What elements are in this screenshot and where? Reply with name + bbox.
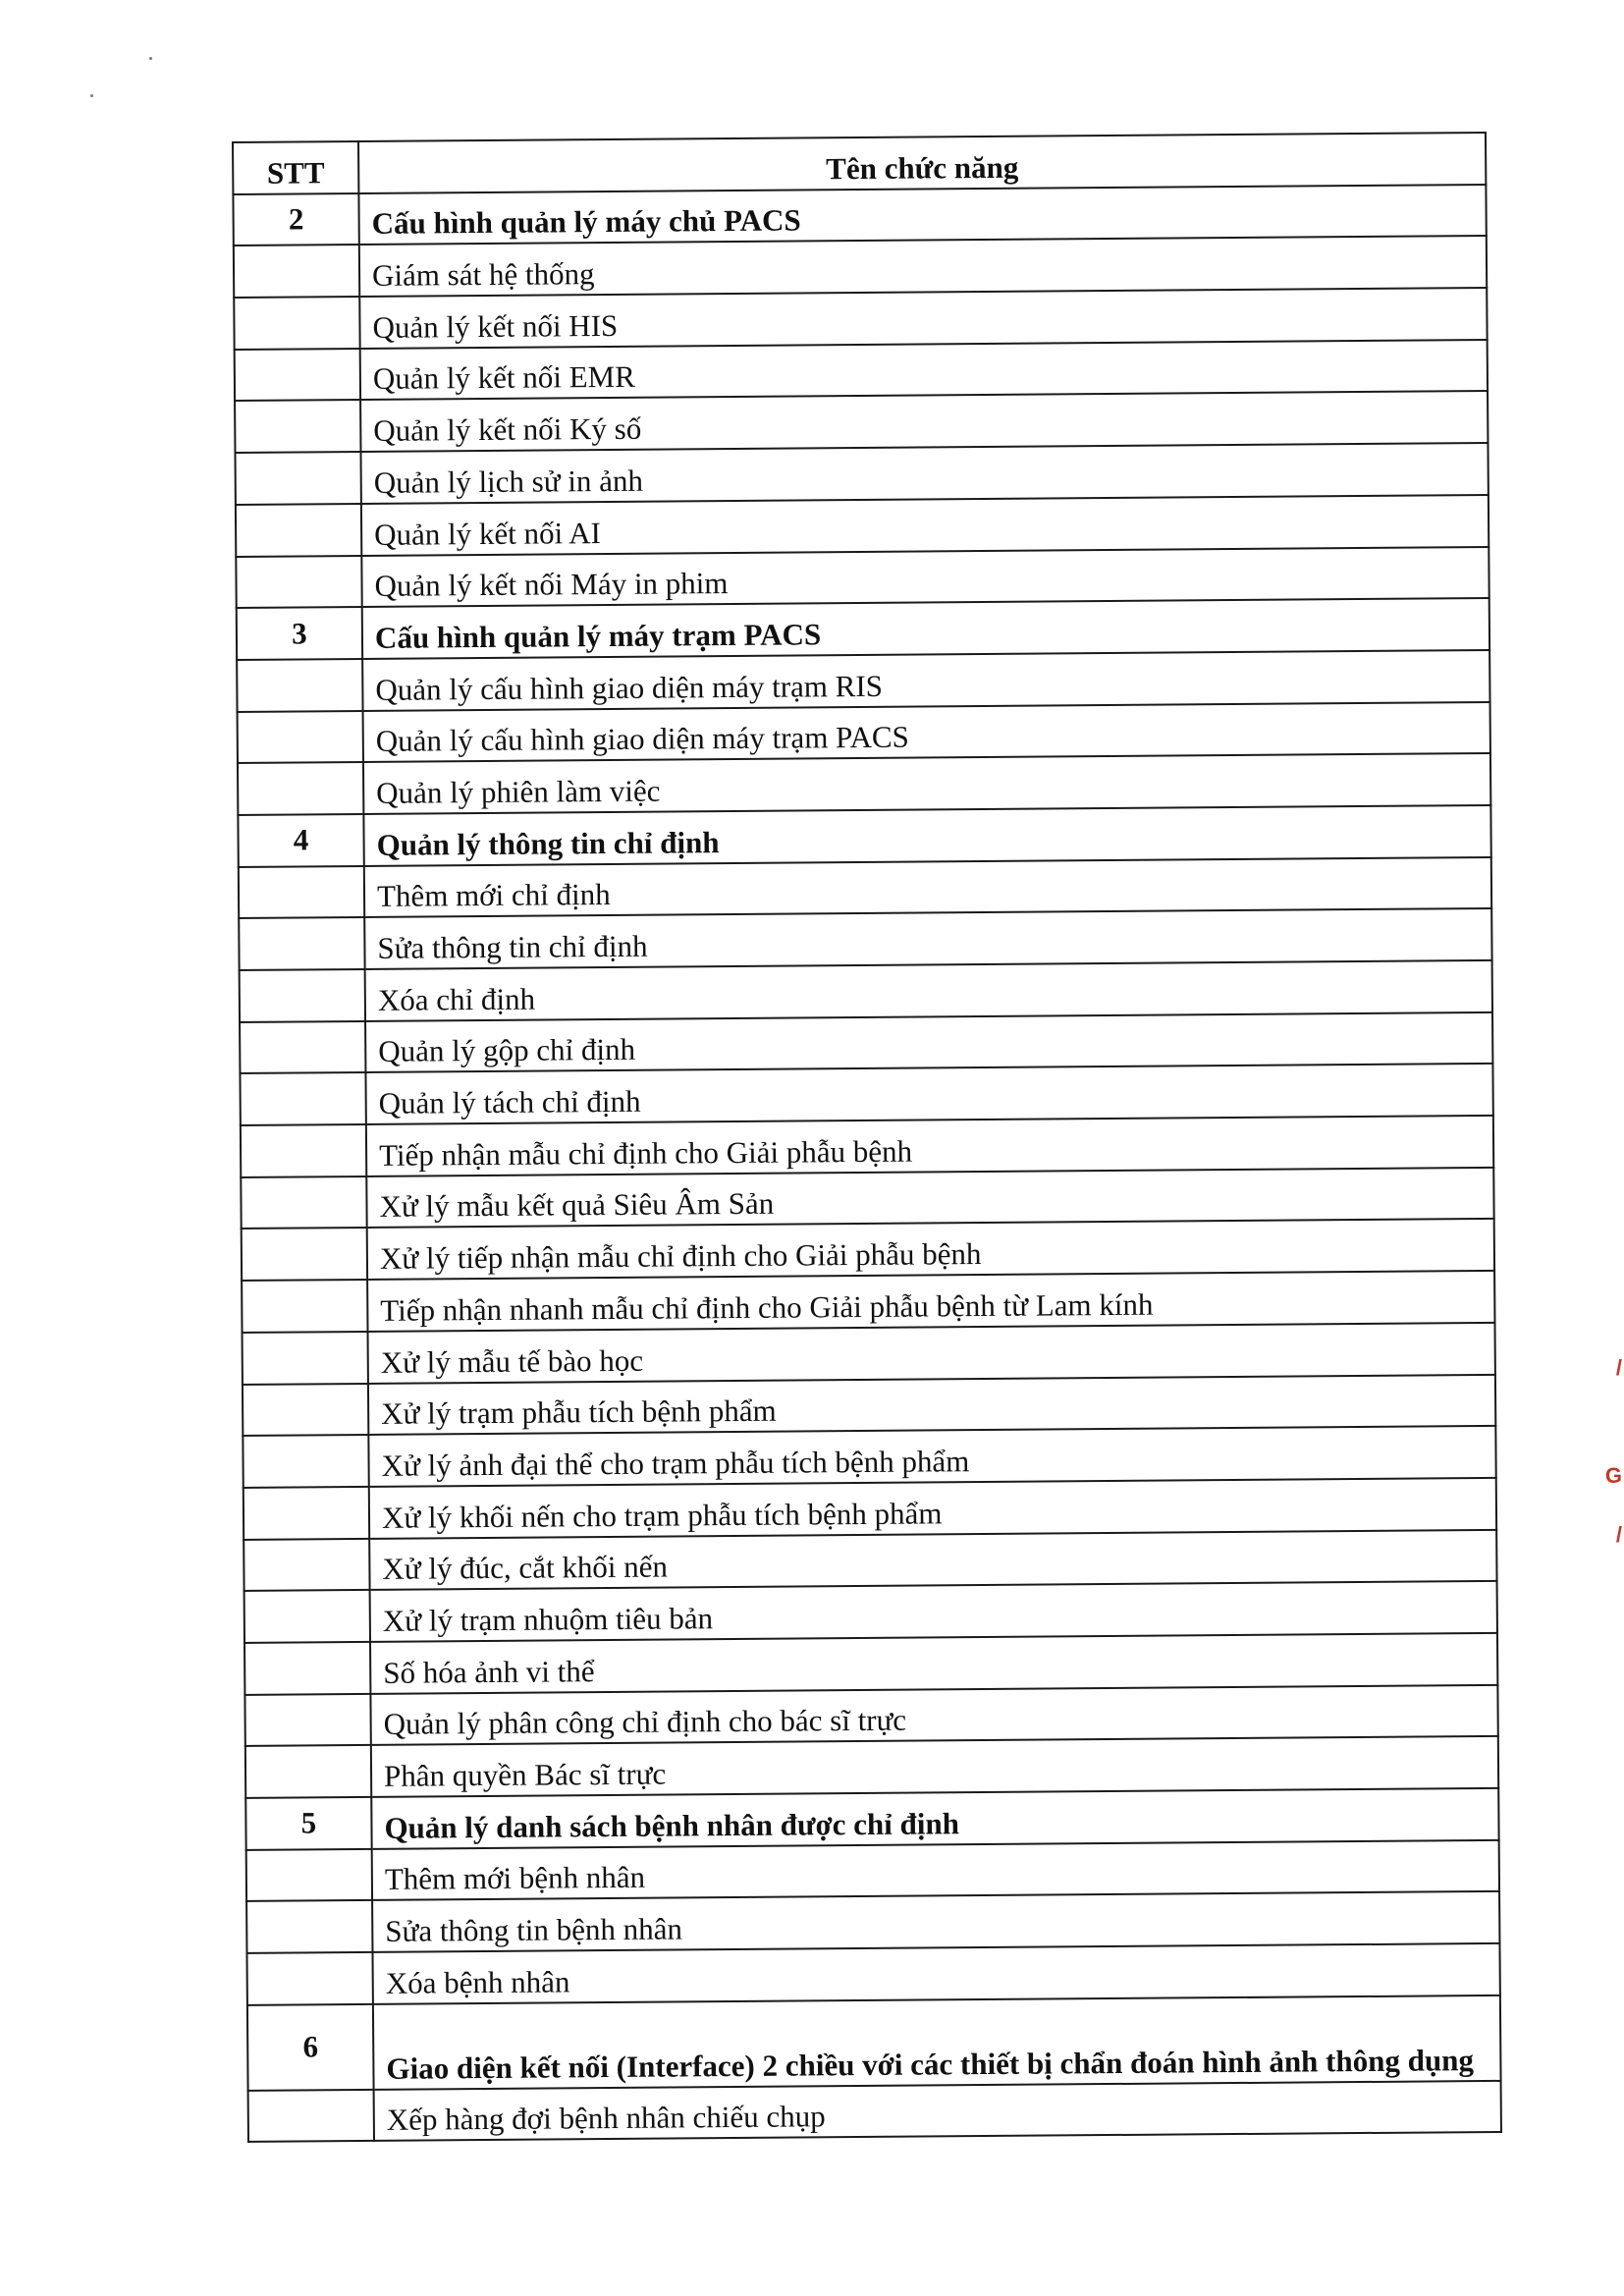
function-name-cell: Quản lý kết nối Máy in phim: [361, 546, 1489, 607]
function-name-cell: Xử lý mẫu tế bào học: [368, 1323, 1495, 1384]
function-name-cell: Giao diện kết nối (Interface) 2 chiều với các thiết bị chẩn đoán hình ảnh thông dụng: [373, 1995, 1501, 2090]
stt-cell: [242, 1228, 367, 1281]
stt-cell: [240, 1021, 365, 1074]
function-name-cell: Quản lý kết nối AI: [361, 495, 1489, 556]
function-name-cell: Quản lý kết nối Ký số: [360, 391, 1488, 452]
stt-cell: [234, 245, 359, 298]
stt-cell: [244, 1539, 369, 1592]
stt-cell: [240, 969, 365, 1022]
stt-cell: [244, 1590, 370, 1643]
section-row: [247, 1995, 1501, 2091]
stt-cell: [243, 1332, 368, 1385]
stt-cell: [240, 1072, 365, 1125]
function-name-cell: Quản lý kết nối HIS: [359, 288, 1487, 349]
function-table: [232, 132, 1502, 2143]
function-name-cell: Sửa thông tin chỉ định: [364, 908, 1491, 969]
stt-cell: [246, 1900, 372, 1953]
function-name-cell: Quản lý tách chỉ định: [365, 1064, 1492, 1124]
function-name-cell: Xử lý trạm nhuộm tiêu bản: [370, 1581, 1497, 1642]
function-name-cell: Xử lý tiếp nhận mẫu chỉ định cho Giải phẫu bệnh: [367, 1219, 1494, 1280]
function-name-cell: Quản lý cấu hình giao diện máy trạm PACS: [363, 702, 1490, 763]
function-name-cell: Quản lý kết nối EMR: [360, 340, 1488, 401]
stt-cell: [241, 1124, 366, 1177]
function-name-cell: Thêm mới bệnh nhân: [372, 1840, 1499, 1901]
header-function-name: Tên chức năng: [358, 133, 1486, 193]
stt-cell: [237, 659, 362, 712]
function-name-cell: Quản lý thông tin chỉ định: [363, 805, 1490, 866]
function-name-cell: Xử lý đúc, cắt khối nến: [369, 1529, 1496, 1590]
function-name-cell: Xếp hàng đợi bệnh nhân chiếu chụp: [374, 2081, 1501, 2142]
function-name-cell: Số hóa ảnh vi thể: [370, 1633, 1497, 1694]
table-body: [233, 185, 1501, 2143]
function-name-cell: Quản lý lịch sử in ảnh: [360, 443, 1488, 504]
function-name-cell: Quản lý danh sách bệnh nhân được chỉ định: [371, 1788, 1498, 1849]
function-name-cell: Xử lý trạm phẫu tích bệnh phẩm: [368, 1374, 1495, 1435]
stt-cell: [241, 1176, 366, 1230]
stt-cell: [243, 1435, 368, 1488]
function-name-cell: Cấu hình quản lý máy chủ PACS: [358, 185, 1486, 246]
stt-cell: [238, 762, 363, 815]
stt-cell: 6: [247, 2004, 374, 2091]
function-name-cell: Tiếp nhận mẫu chỉ định cho Giải phẫu bệnh: [366, 1116, 1493, 1176]
stt-cell: [242, 1280, 367, 1333]
stt-cell: [246, 1849, 372, 1902]
function-name-cell: Giám sát hệ thống: [359, 236, 1487, 297]
function-name-cell: Xử lý ảnh đại thể cho trạm phẫu tích bệnh phẩm: [368, 1426, 1495, 1487]
function-name-cell: Quản lý phiên làm việc: [363, 753, 1490, 814]
stt-cell: [238, 711, 363, 764]
function-name-cell: Cấu hình quản lý máy trạm PACS: [362, 598, 1489, 659]
stt-cell: [248, 2090, 374, 2143]
stt-cell: [244, 1487, 369, 1540]
scan-speck: [90, 94, 93, 97]
function-name-cell: Xử lý mẫu kết quả Siêu Âm Sản: [366, 1168, 1493, 1229]
stt-cell: [236, 555, 361, 608]
stt-cell: 4: [238, 814, 363, 867]
function-name-cell: Quản lý phân công chỉ định cho bác sĩ trực: [370, 1685, 1497, 1746]
stt-cell: [235, 400, 360, 453]
stt-cell: [239, 917, 364, 970]
stt-cell: [234, 297, 359, 350]
function-name-cell: Phân quyền Bác sĩ trực: [371, 1736, 1498, 1797]
header-stt: STT: [233, 141, 358, 194]
scan-speck: [149, 57, 152, 60]
stt-cell: [245, 1745, 371, 1798]
stt-cell: [244, 1642, 370, 1695]
function-name-cell: Xóa bệnh nhân: [372, 1943, 1499, 2004]
function-name-cell: Xử lý khối nến cho trạm phẫu tích bệnh phẩm: [369, 1478, 1496, 1539]
stt-cell: 5: [245, 1797, 371, 1850]
stt-cell: [244, 1694, 370, 1747]
stt-cell: 3: [237, 607, 362, 660]
function-name-cell: Sửa thông tin bệnh nhân: [372, 1891, 1499, 1952]
stt-cell: [236, 504, 361, 557]
function-name-cell: Xóa chỉ định: [365, 960, 1492, 1021]
function-name-cell: Tiếp nhận nhanh mẫu chỉ định cho Giải phẫu bệnh từ Lam kính: [367, 1271, 1494, 1332]
function-name-cell: Thêm mới chỉ định: [364, 857, 1491, 918]
stt-cell: [235, 452, 360, 505]
stt-cell: [235, 349, 360, 402]
stt-cell: 2: [233, 193, 358, 246]
stt-cell: [239, 866, 364, 919]
red-stamp-edge: / G /: [1604, 1355, 1622, 1547]
function-name-cell: Quản lý cấu hình giao diện máy trạm RIS: [362, 650, 1489, 711]
stt-cell: [246, 1952, 372, 2005]
function-name-cell: Quản lý gộp chỉ định: [365, 1012, 1492, 1073]
stt-cell: [243, 1383, 368, 1436]
table-row: [248, 2081, 1501, 2143]
